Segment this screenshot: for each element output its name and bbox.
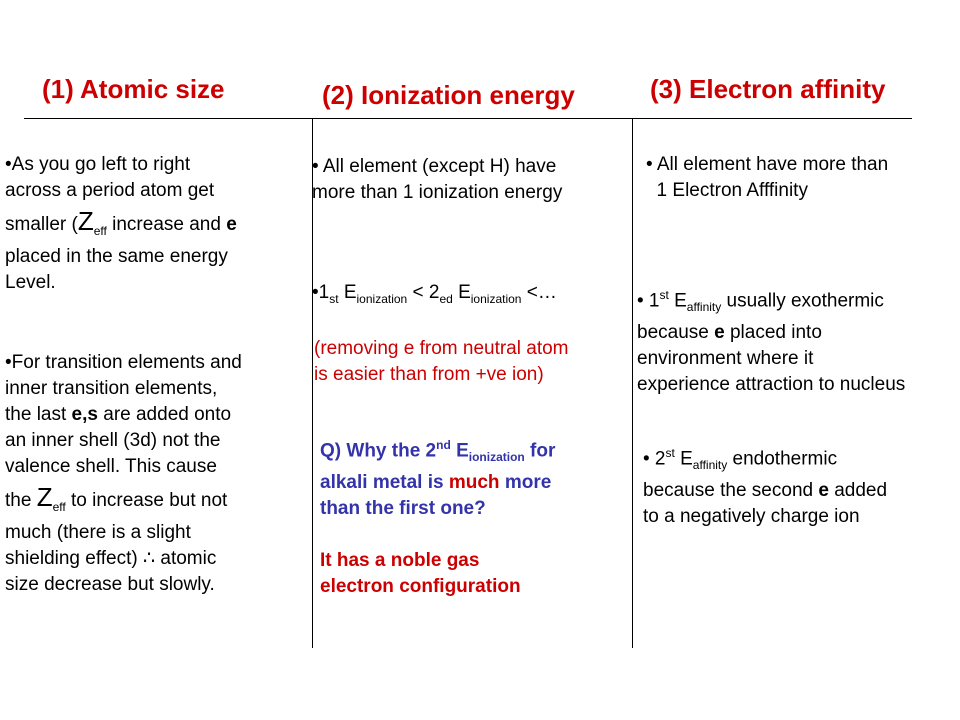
text-fragment: smaller ( [5, 214, 78, 235]
text-line: experience attraction to nucleus [637, 374, 906, 396]
text-fragment: E [450, 440, 469, 462]
text-line: much (there is a slight [5, 521, 191, 543]
text-fragment: the last [5, 404, 72, 425]
text-fragment: because the second [643, 480, 819, 502]
heading-atomic-size: (1) Atomic size [42, 74, 225, 104]
text-line: size decrease but slowly. [5, 573, 215, 595]
text-fragment: Q) Why the 2 [320, 440, 437, 462]
text-fragment: placed into [724, 322, 822, 344]
text-line: across a period atom get [5, 180, 215, 201]
subscript: eff [93, 223, 107, 238]
text-line [637, 282, 905, 320]
text-line [320, 432, 555, 470]
text-fragment: added [828, 480, 888, 502]
ionization-explanation [314, 336, 569, 388]
text-fragment: because [637, 322, 715, 344]
subscript: ionization [468, 450, 525, 465]
z-symbol: Z [36, 482, 53, 512]
text-line: (removing e from neutral atom [314, 338, 569, 359]
text-line: • All element have more than [646, 154, 889, 175]
text-fragment: the [5, 490, 37, 511]
ionization-comparison [312, 280, 557, 312]
text-line [320, 470, 555, 496]
text-line: electron configuration [320, 576, 521, 597]
electron-symbol: e,s [71, 404, 98, 425]
text-fragment: E [674, 448, 693, 470]
question-text [320, 432, 555, 522]
subscript: ed [439, 291, 453, 306]
subscript: affinity [686, 300, 722, 315]
text-fragment: <… [521, 282, 557, 303]
atomic-size-paragraph-2 [5, 350, 242, 598]
electron-symbol: e [818, 480, 829, 502]
subscript: ionization [356, 291, 408, 306]
text-line [637, 320, 905, 346]
text-fragment: for [524, 440, 556, 462]
text-line: inner transition elements, [5, 378, 218, 399]
text-fragment: < 2 [407, 282, 440, 303]
text-line: It has a noble gas [320, 550, 480, 571]
text-line [643, 440, 887, 478]
superscript: nd [436, 438, 451, 452]
horizontal-divider [24, 118, 912, 119]
text-line [5, 402, 242, 428]
text-line: valence shell. This cause [5, 456, 217, 477]
text-line [643, 478, 887, 504]
text-fragment: • 2 [643, 448, 666, 470]
text-fragment: E [452, 282, 471, 303]
text-line: Level. [5, 271, 56, 293]
text-line: more than 1 ionization energy [312, 182, 563, 203]
text-line: shielding effect) ∴ atomic [5, 547, 217, 569]
text-line: •For transition elements and [5, 352, 242, 373]
affinity-paragraph-2 [637, 282, 905, 398]
text-fragment: more [499, 472, 552, 494]
text-fragment: alkali metal is [320, 472, 449, 494]
subscript: eff [52, 499, 66, 514]
heading-ionization-energy: (2) Ionization energy [322, 80, 575, 110]
ionization-paragraph-1 [312, 154, 562, 206]
text-line: placed in the same energy [5, 245, 228, 267]
text-line: • All element (except H) have [312, 156, 557, 177]
column-divider-2 [632, 118, 633, 648]
text-line: an inner shell (3d) not the [5, 430, 221, 451]
subscript: ionization [470, 291, 522, 306]
emphasis-word: much [448, 472, 500, 494]
text-line [5, 208, 237, 244]
text-line: environment where it [637, 348, 814, 370]
subscript: st [329, 291, 339, 306]
affinity-paragraph-1 [646, 152, 888, 204]
text-fragment: •1 [312, 282, 330, 303]
text-fragment: to increase but not [65, 490, 228, 511]
electron-symbol: e [714, 322, 725, 344]
subscript: affinity [692, 458, 728, 473]
text-fragment: E [668, 290, 687, 312]
text-fragment: are added onto [97, 404, 232, 425]
text-line: to a negatively charge ion [643, 506, 860, 528]
text-line: is easier than from +ve ion) [314, 364, 544, 385]
answer-text [320, 548, 521, 600]
text-fragment: E [338, 282, 357, 303]
text-line: 1 Electron Afffinity [646, 180, 808, 201]
affinity-paragraph-3 [643, 440, 887, 530]
superscript: st [665, 446, 675, 460]
text-fragment: endothermic [727, 448, 838, 470]
atomic-size-paragraph-1 [5, 152, 237, 296]
superscript: st [659, 288, 669, 302]
electron-symbol: e [226, 214, 237, 235]
heading-electron-affinity: (3) Electron affinity [650, 74, 886, 104]
text-fragment: • 1 [637, 290, 660, 312]
text-line: than the first one? [320, 498, 486, 520]
text-fragment: increase and [106, 214, 227, 235]
text-fragment: usually exothermic [721, 290, 884, 312]
text-line: •As you go left to right [5, 154, 191, 175]
text-line [5, 484, 242, 520]
z-symbol: Z [77, 206, 94, 236]
